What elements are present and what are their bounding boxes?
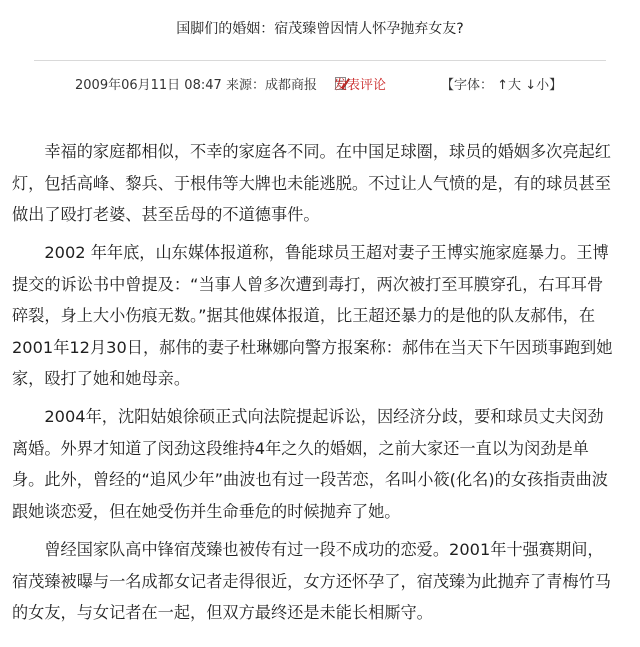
paragraph <box>12 401 638 527</box>
paragraph-line: 2004年，沈阳姑娘徐硕正式向法院提起诉讼，因经济分歧，要和球员丈夫闵劲 <box>12 407 604 426</box>
font-close-label: 】 <box>549 78 563 93</box>
paragraph-line: 跟她谈恋爱，但在她受伤并生命垂危的时候抛弃了她。 <box>12 501 401 521</box>
paragraph <box>12 237 638 395</box>
paragraph-line: 曾经国家队高中锋宿茂臻也被传有过一段不成功的恋爱。2001年十强赛期间， <box>12 540 604 559</box>
source-label: 来源：成都商报 <box>226 78 318 93</box>
paragraph-line: 的女友，与女记者在一起，但双方最终还是未能长相厮守。 <box>12 603 433 622</box>
paragraph <box>12 136 638 231</box>
font-size-control <box>441 75 562 97</box>
paragraph <box>12 534 638 629</box>
article-meta <box>0 75 640 97</box>
paragraph-line: 幸福的家庭都相似，不幸的家庭各不同。在中国足球圈，球员的婚姻多次亮起红 <box>12 142 611 161</box>
post-comment-label: 发表评论 <box>334 78 387 93</box>
paragraph-line: 宿茂臻被曝与一名成都女记者走得很近，女方还怀孕了，宿茂臻为此抛弃了青梅竹马 <box>12 571 611 591</box>
paragraph-line: 家，殴打了她和她母亲。 <box>12 369 191 388</box>
publish-date: 2009年06月11日 08:47 <box>75 78 222 93</box>
paragraph-line: 身。此外，曾经的“追风少年”曲波也有过一段苦恋，名叫小筱(化名)的女孩指责曲波 <box>12 470 608 489</box>
paragraph-line: 灯，包括高峰、黎兵、于根伟等大牌也未能逃脱。不过让人气愤的是，有的球员甚至 <box>12 173 611 193</box>
article-title: 国脚们的婚姻：宿茂臻曾因情人怀孕抛弃女友? <box>176 21 464 37</box>
title-divider <box>34 60 606 61</box>
font-smaller-button[interactable]: ↓小 <box>525 78 550 93</box>
paragraph-line: 提交的诉讼书中曾提及：“当事人曾多次遭到毒打，两次被打至耳膜穿孔，右耳耳骨 <box>12 274 604 294</box>
paragraph-line: 做出了殴打老婆、甚至岳母的不道德事件。 <box>12 205 320 224</box>
paragraph-line: 2001年12月30日，郝伟的妻子杜琳娜向警方报案称：郝伟在当天下午因琐事跑到她 <box>12 337 613 357</box>
paragraph-line: 离婚。外界才知道了闵劲这段维持4年之久的婚姻，之前大家还一直以为闵劲是单 <box>12 438 589 458</box>
font-larger-button[interactable]: ↑大 <box>497 78 522 93</box>
paragraph-line: 碎裂，身上大小伤痕无数。”据其他媒体报道，比王超还暴力的是他的队友郝伟，在 <box>12 306 596 325</box>
paragraph-line: 2002 年年底，山东媒体报道称，鲁能球员王超对妻子王博实施家庭暴力。王博 <box>12 243 609 262</box>
font-open-label: 【字体： <box>441 78 494 93</box>
